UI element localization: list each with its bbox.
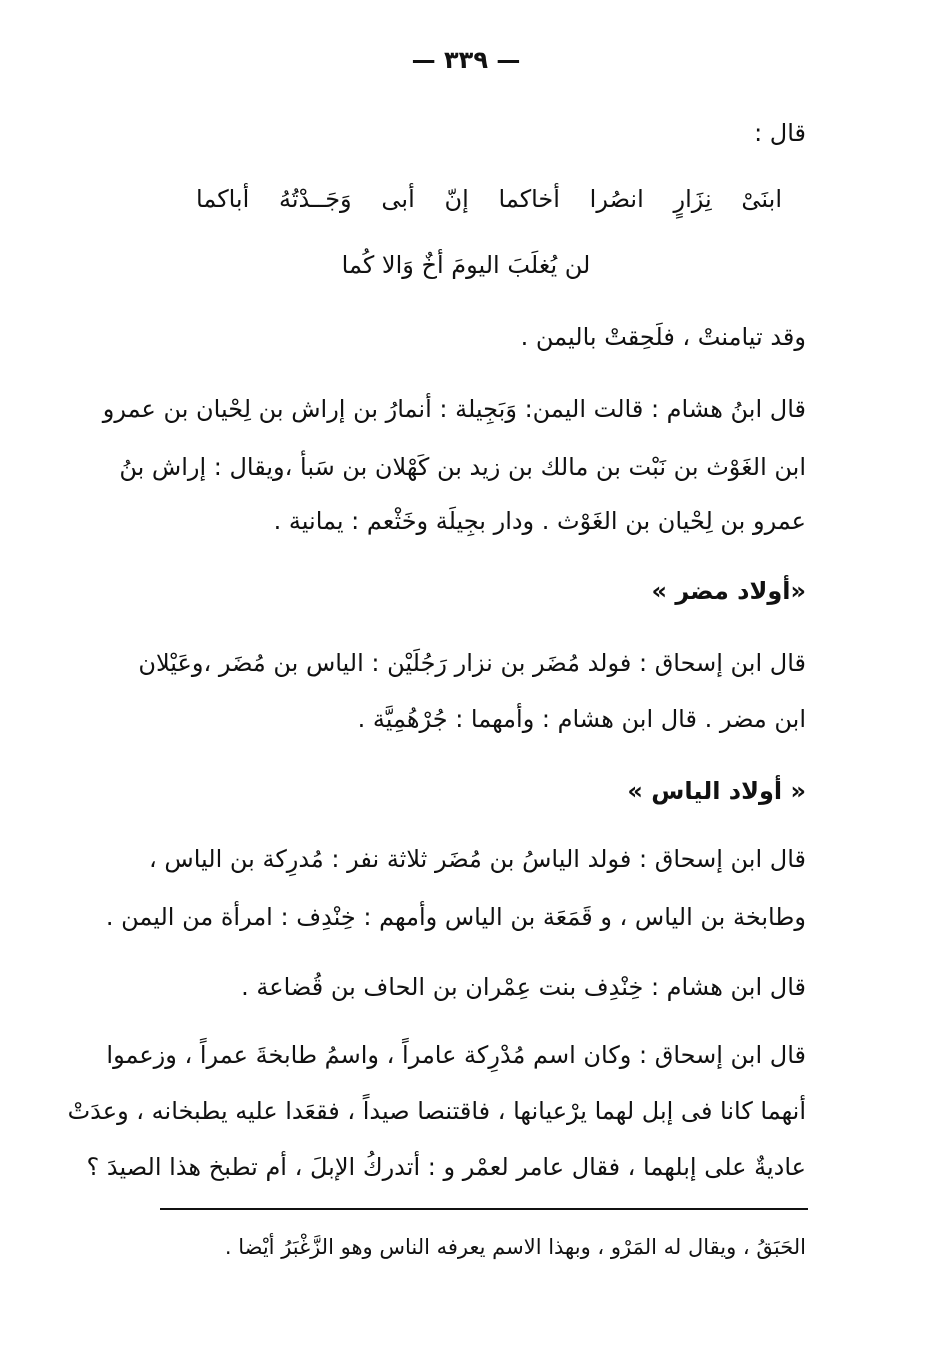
paragraph-3-line-2: وطابخة بن الياس ، و قَمَعَة بن الياس وأمهم : خِنْدِف : امرأة من اليمن . (105, 903, 806, 931)
paragraph-1-line-3: عمرو بن لِحْيان بن الغَوْث . ودار بجِيلَة وخَثْعم : يمانية . (273, 507, 806, 535)
paragraph-1-line-1: قال ابنُ هشام : قالت اليمن: وَبَجِيلة : أنمارُ بن إراش بن لِحْيان بن عمرو (102, 395, 806, 423)
section-heading-ilyas: « أولاد الياس » (627, 777, 806, 805)
paragraph-2-line-1: قال ابن إسحاق : فولد مُضَر بن نزار رَجُلَيْن : الياس بن مُضَر ،وعَيْلان (138, 649, 806, 677)
paragraph-5-line-3: عاديةٌ على إبلهما ، فقال عامر لعمْر و : أتدركُ الإبلَ ، أم تطبخ هذا الصيدَ ؟ (86, 1153, 806, 1181)
paragraph-5-line-1: قال ابن إسحاق : وكان اسم مُدْرِكة عامراً ، واسمُ طابخةَ عمراً ، وزعموا (106, 1041, 806, 1069)
section-heading-mudar: «أولاد مضر » (651, 577, 806, 605)
paragraph-4-line: قال ابن هشام : خِنْدِف بنت عِمْران بن الحاف بن قُضاعة . (241, 973, 806, 1001)
after-verse-line: وقد تيامنتْ ، فلَحِقتْ باليمن . (520, 323, 806, 351)
paragraph-1-line-2: ابن الغَوْث بن نَبْت بن مالك بن زيد بن كَهْلان بن سَبأ ،ويقال : إراش بنُ (119, 453, 806, 481)
verse-line-1: ابنَىْ نِزَارٍ انصُرا أخاكما إنّ أبى وَجَــدْتُهُ أباكما (196, 185, 782, 213)
verse-intro: قال : (754, 119, 806, 147)
footnote-text: الحَبَقُ ، ويقال له المَرْو ، وبهذا الاسم يعرفه الناس وهو الزَّغْبَرُ أيْضا . (224, 1235, 806, 1259)
paragraph-3-line-1: قال ابن إسحاق : فولد الياسُ بن مُضَر ثلاثة نفر : مُدرِكة بن الياس ، (149, 845, 806, 873)
footnote-divider (160, 1208, 808, 1210)
paragraph-5-line-2: أنهما كانا فى إبل لهما يرْعيانها ، فاقتنصا صيداً ، فقعَدا عليه يطبخانه ، وعدَتْ (67, 1097, 806, 1125)
paragraph-2-line-2: ابن مضر . قال ابن هشام : وأمهما : جُرْهُمِيَّة . (357, 705, 806, 733)
page-number: — ٣٣٩ — (411, 46, 521, 74)
verse-line-2: لن يُغلَبَ اليومَ أخٌ وَالا كُما (341, 251, 591, 279)
